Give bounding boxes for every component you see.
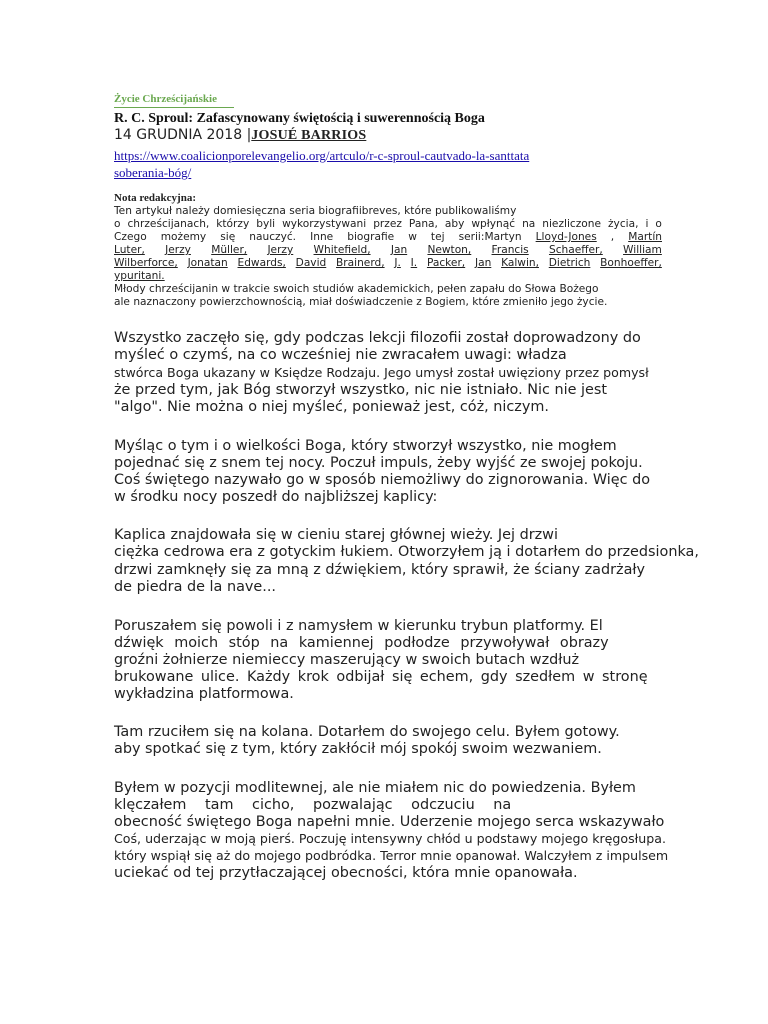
note-word: Czego xyxy=(114,231,147,243)
note-word: w xyxy=(408,231,417,243)
source-url-line-1[interactable]: https://www.coalicionporelevangelio.org/artculo/r-c-sproul-cautvado-la-santtata xyxy=(114,148,530,163)
paragraph-line: Wszystko zaczęło się, gdy podczas lekcji filozofii został doprowadzony do xyxy=(114,330,641,346)
note-word: o xyxy=(655,218,662,230)
bio-link[interactable]: Jerzy xyxy=(165,244,191,256)
note-word: i xyxy=(645,218,649,230)
note-word: Pana, xyxy=(408,218,438,230)
note-word: niezliczone xyxy=(542,218,601,230)
note-line xyxy=(114,244,662,256)
paragraph-line: Tam rzuciłem się na kolana. Dotarłem do swojego celu. Byłem gotowy. xyxy=(114,724,620,740)
bio-link[interactable]: Schaeffer, xyxy=(548,244,603,256)
paragraph-line: Kaplica znajdowała się w cieniu starej głównej wieży. Jej drzwi xyxy=(114,527,558,543)
bio-link[interactable]: Kalwin, xyxy=(501,257,539,269)
paragraph-line: de piedra de la nave... xyxy=(114,579,276,595)
note-word: nauczyć. xyxy=(249,231,297,243)
note-text: Młody chrześcijanin w trakcie swoich studiów akademickich, pełen zapału do Słowa Bożego xyxy=(114,283,599,295)
bio-link[interactable]: William xyxy=(623,244,662,256)
note-line xyxy=(114,296,607,308)
note-word: którzy xyxy=(216,218,250,230)
note-line xyxy=(114,283,599,295)
note-word: się xyxy=(220,231,236,243)
paragraph-line: w środku nocy poszedł do najbliższej kaplicy: xyxy=(114,489,438,505)
category-underline xyxy=(114,107,234,108)
paragraph-line: groźni żołnierze niemieccy maszerujący w swoich butach wzdłuż xyxy=(114,652,580,668)
note-word: na xyxy=(522,218,536,230)
bio-link[interactable]: Luter, xyxy=(114,244,145,256)
article-title: R. C. Sproul: Zafascynowany świętością i suwerennością Boga xyxy=(114,111,485,126)
note-line xyxy=(114,218,662,230)
paragraph-line: Byłem w pozycji modlitewnej, ale nie miałem nic do powiedzenia. Byłem xyxy=(114,780,636,796)
category-label[interactable]: Życie Chrześcijańskie xyxy=(114,93,217,105)
dateline xyxy=(114,127,366,144)
bio-link[interactable]: Müller, xyxy=(211,244,248,256)
bio-link[interactable]: Dietrich xyxy=(548,257,591,269)
publish-date: 14 GRUDNIA 2018 | xyxy=(114,127,252,143)
paragraph-line: uciekać od tej przytłaczającej obecności, która mnie opanowała. xyxy=(114,865,578,881)
paragraph-line: aby spotkać się z tym, który zakłócił mój spokój swoim wezwaniem. xyxy=(114,741,602,757)
note-word: serii:Martyn xyxy=(458,231,522,243)
note-word: przez xyxy=(373,218,402,230)
paragraph-line: Myśląc o tym i o wielkości Boga, który stworzył wszystko, nie mogłem xyxy=(114,438,617,454)
author-link[interactable]: JOSUÉ BARRIOS xyxy=(251,128,367,143)
paragraph-line: który wspiął się aż do mojego podbródka. Terror mnie opanował. Walczyłem z impulsem xyxy=(114,848,669,863)
bio-link[interactable]: Jerzy xyxy=(267,244,294,256)
paragraph-line: wykładzina platformowa. xyxy=(114,686,294,702)
paragraph-line: stwórca Boga ukazany w Księdze Rodzaju. Jego umysł został uwięziony przez pomysł xyxy=(114,365,649,380)
bio-link[interactable]: Packer, xyxy=(426,257,466,269)
bio-link[interactable]: ypuritani. xyxy=(114,270,165,282)
paragraph-line: drzwi zamknęły się za mną z dźwiękiem, który sprawił, że ściany zadrżały xyxy=(114,562,645,578)
note-line xyxy=(114,205,516,217)
bio-link[interactable]: I. xyxy=(410,257,418,269)
bio-link[interactable]: Jonatan xyxy=(187,257,228,269)
note-word: Inne xyxy=(310,231,334,243)
bio-link[interactable]: David xyxy=(295,257,327,269)
paragraph-line: ciężka cedrowa era z gotyckim łukiem. Otworzyłem ją i dotarłem do przedsionka, xyxy=(114,544,699,560)
note-word: wykorzystywani xyxy=(282,218,367,230)
bio-link[interactable]: Jan xyxy=(474,257,492,269)
bio-link[interactable]: Wilberforce, xyxy=(114,257,178,269)
bio-link[interactable]: Brainerd, xyxy=(336,257,385,269)
bio-link[interactable]: J. xyxy=(394,257,401,269)
note-word: byli xyxy=(256,218,276,230)
note-word: wpłynąć xyxy=(471,218,516,230)
bio-link[interactable]: Francis xyxy=(491,244,529,256)
paragraph-line: Coś świętego nazywało go w sposób niemożliwy do zignorowania. Więc do xyxy=(114,472,651,488)
note-line xyxy=(114,231,662,243)
bio-link[interactable]: Edwards, xyxy=(237,257,286,269)
note-text: Ten artykuł należy domiesięczna seria biografiibreves, które publikowaliśmy xyxy=(114,205,517,217)
note-word: tej xyxy=(430,231,445,243)
paragraph-line: pojednać się z snem tej nocy. Poczuł impuls, żeby wyjść ze swojej pokoju. xyxy=(114,455,643,471)
bio-link[interactable]: Bonhoeffer, xyxy=(600,257,662,269)
paragraph-line: Poruszałem się powoli i z namysłem w kierunku trybun platformy. El xyxy=(114,618,603,634)
note-word: możemy xyxy=(160,231,207,243)
note-word: o xyxy=(114,218,121,230)
paragraph-line: "algo". Nie można o niej myśleć, ponieważ jest, cóż, niczym. xyxy=(114,399,549,415)
paragraph-line: myśleć o czymś, na co wcześniej nie zwracałem uwagi: władza xyxy=(114,347,567,363)
paragraph-line: Coś, uderzając w moją pierś. Poczuję intensywny chłód u podstawy mojego kręgosłupa. xyxy=(114,831,666,846)
note-text: ale naznaczony powierzchownością, miał doświadczenie z Bogiem, które zmieniło jego życie. xyxy=(114,296,608,308)
note-line xyxy=(114,257,662,269)
paragraph-line: klęczałem tam cicho, pozwalając odczuciu na xyxy=(114,797,512,813)
bio-link[interactable]: Jan xyxy=(390,244,408,256)
editor-note-label: Nota redakcyjna: xyxy=(114,192,196,204)
note-word: aby xyxy=(444,218,465,230)
paragraph-line: obecność świętego Boga napełni mnie. Uderzenie mojego serca wskazywało xyxy=(114,814,665,830)
source-url-line-2[interactable]: soberania-bóg/ xyxy=(114,165,192,180)
note-word: życia, xyxy=(607,218,639,230)
note-word: chrześcijanach, xyxy=(127,218,210,230)
note-word: biografie xyxy=(347,231,395,243)
note-word: , xyxy=(610,231,615,243)
bio-link[interactable]: Lloyd-Jones xyxy=(535,231,597,243)
paragraph-line: dźwięk moich stóp na kamiennej podłodze przywoływał obrazy xyxy=(114,635,609,651)
bio-link[interactable]: Newton, xyxy=(427,244,472,256)
bio-link[interactable]: Whitefield, xyxy=(313,244,371,256)
bio-link[interactable]: Martín xyxy=(628,231,662,243)
paragraph-line: brukowane ulice. Każdy krok odbijał się echem, gdy szedłem w stronę xyxy=(114,669,648,685)
note-line xyxy=(114,270,165,282)
paragraph-line: że przed tym, jak Bóg stworzył wszystko, nic nie istniało. Nic nie jest xyxy=(114,382,608,398)
